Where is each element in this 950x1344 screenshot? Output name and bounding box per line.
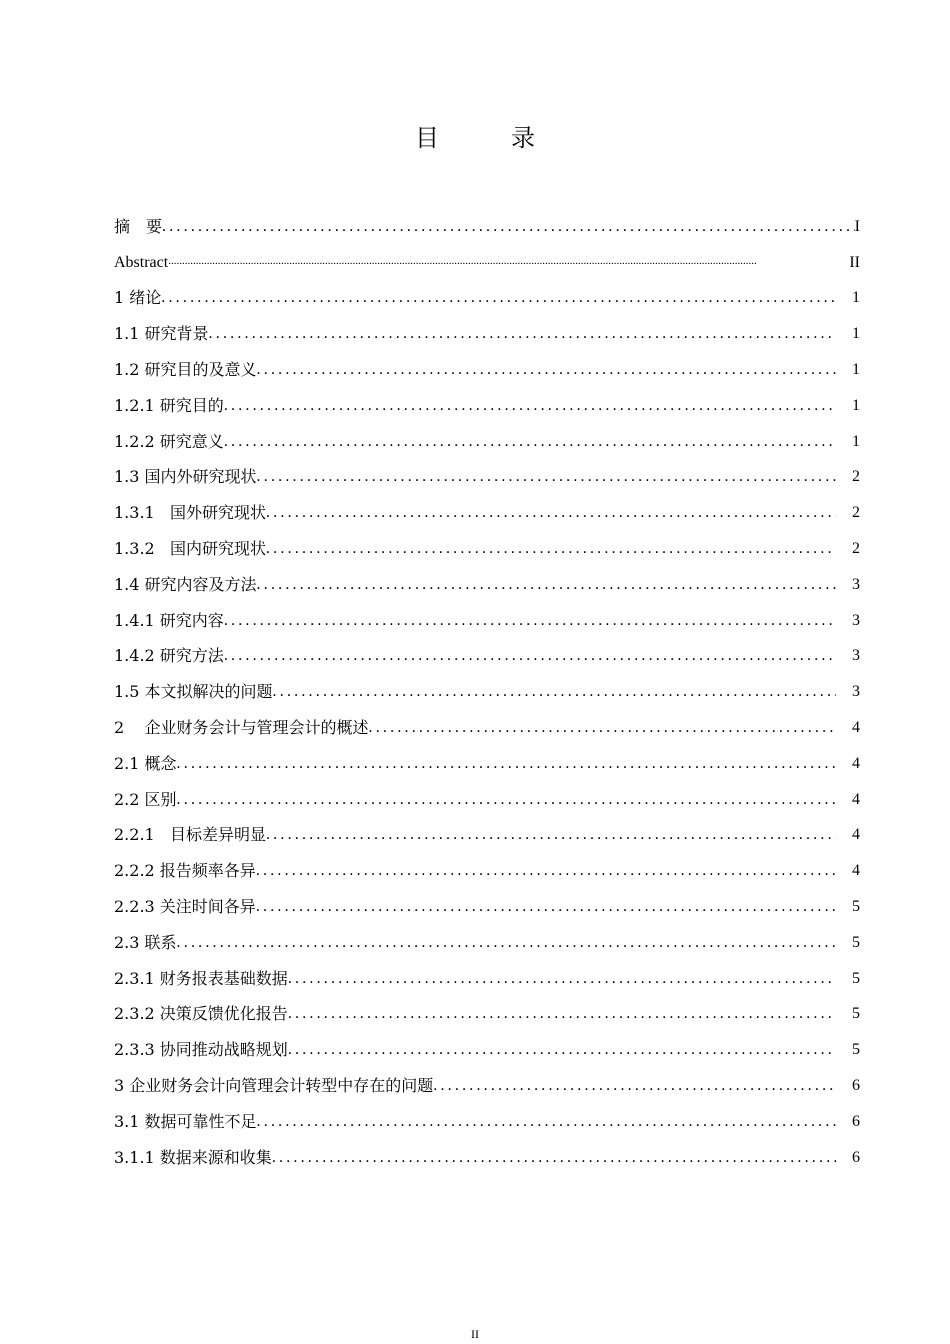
toc-entry-label: 2.2.1 目标差异明显 (114, 825, 266, 845)
toc-entry-page: 5 (852, 1041, 860, 1059)
toc-entry-page: 1 (852, 360, 860, 378)
toc-entry-label: 1.2 研究目的及意义 (114, 359, 257, 379)
toc-entry-label: 2.2.2 报告频率各异 (114, 861, 256, 881)
toc-entry[interactable] (114, 923, 860, 959)
toc-entry-page: 5 (852, 969, 860, 987)
toc-entry-label: 2.3.2 决策反馈优化报告 (114, 1004, 288, 1024)
toc-entry[interactable] (114, 672, 860, 708)
toc-entry[interactable] (114, 637, 860, 673)
toc-entry-label: 2.3.3 协同推动战略规划 (114, 1040, 288, 1060)
toc-entry-page: 1 (852, 325, 860, 343)
dot-leader (162, 217, 855, 243)
toc-entry-label: 2 企业财务会计与管理会计的概述 (114, 717, 369, 737)
toc-entry-label: 摘 要 (114, 216, 163, 236)
toc-entry-label: 1.4.1 研究内容 (114, 610, 224, 630)
toc-entry-label: 1.3.1 国外研究现状 (114, 503, 266, 523)
dot-leader (272, 1148, 836, 1174)
toc-entry-page: 6 (852, 1076, 860, 1094)
toc-entry[interactable] (114, 1066, 860, 1102)
toc-entry-label: 1.4.2 研究方法 (114, 646, 224, 666)
toc-entry-page: 4 (852, 862, 860, 880)
toc-entry[interactable] (114, 601, 860, 637)
toc-entry[interactable] (114, 314, 860, 350)
dot-leader (257, 360, 836, 386)
toc-entry[interactable] (114, 816, 860, 852)
toc-entry-page: 1 (852, 432, 860, 450)
toc-entry-page: I (854, 217, 860, 235)
dot-leader (224, 611, 836, 637)
dot-leader (224, 432, 836, 458)
toc-entry[interactable] (114, 1102, 860, 1138)
toc-entry-page: 1 (852, 396, 860, 414)
toc-entry[interactable] (114, 458, 860, 494)
toc-entry-label: 1.2.1 研究目的 (114, 395, 224, 415)
toc-entry-page: 5 (852, 1005, 860, 1023)
toc-entry-page: 2 (852, 468, 860, 486)
toc-entry[interactable] (114, 744, 860, 780)
toc-entry[interactable] (114, 959, 860, 995)
toc-entry[interactable] (114, 1138, 860, 1174)
dot-leader (168, 251, 849, 279)
dot-leader (209, 324, 836, 350)
dot-leader (257, 1112, 836, 1138)
page-title: 目 录 (415, 124, 559, 152)
toc-entry[interactable] (114, 279, 860, 315)
toc-entry-label: 1.4 研究内容及方法 (114, 574, 257, 594)
toc-entry-label: 1.5 本文拟解决的问题 (114, 682, 273, 702)
toc-entry-label: 2.3.1 财务报表基础数据 (114, 968, 288, 988)
toc-entry-label: 1 绪论 (114, 288, 162, 308)
toc-entry[interactable] (114, 1030, 860, 1066)
dot-leader (256, 861, 836, 887)
toc-entry-page: II (849, 253, 860, 271)
dot-leader (177, 754, 836, 780)
toc-entry[interactable] (114, 851, 860, 887)
dot-leader (257, 467, 836, 493)
toc-entry-label: 2.3 联系 (114, 932, 177, 952)
toc-entry-page: 3 (852, 647, 860, 665)
toc-entry-label: 2.2.3 关注时间各异 (114, 896, 256, 916)
dot-leader (177, 790, 836, 816)
toc-entry-page: 4 (852, 826, 860, 844)
toc-entry-label: 2.1 概念 (114, 753, 177, 773)
toc-entry-page: 4 (852, 790, 860, 808)
toc-entry-page: 4 (852, 754, 860, 772)
toc-entry-label: 1.2.2 研究意义 (114, 431, 224, 451)
toc-entry[interactable] (114, 386, 860, 422)
toc-entry[interactable] (114, 422, 860, 458)
toc-entry[interactable] (114, 565, 860, 601)
toc-entry-page: 1 (852, 289, 860, 307)
dot-leader (256, 897, 836, 923)
toc-entry-label: 1.1 研究背景 (114, 324, 209, 344)
table-of-contents (114, 207, 860, 1174)
toc-entry[interactable] (114, 529, 860, 565)
toc-entry-abstract-en[interactable] (114, 243, 860, 279)
toc-entry-page: 2 (852, 504, 860, 522)
dot-leader (266, 539, 836, 565)
dot-leader (288, 1040, 836, 1066)
toc-entry[interactable] (114, 887, 860, 923)
toc-entry-label: Abstract (114, 253, 169, 271)
toc-entry-label: 3 企业财务会计向管理会计转型中存在的问题 (114, 1075, 434, 1095)
dot-leader (266, 503, 836, 529)
dot-leader (288, 1004, 836, 1030)
dot-leader (288, 969, 836, 995)
toc-entry-label: 1.3 国内外研究现状 (114, 467, 257, 487)
toc-entry[interactable] (114, 350, 860, 386)
toc-entry[interactable] (114, 493, 860, 529)
toc-entry-page: 3 (852, 575, 860, 593)
toc-entry-label: 2.2 区别 (114, 789, 177, 809)
toc-entry-abstract-cn[interactable] (114, 207, 860, 243)
toc-entry-page: 3 (852, 611, 860, 629)
toc-entry-page: 3 (852, 683, 860, 701)
footer-page-number: II (471, 1327, 479, 1341)
dot-leader (224, 646, 836, 672)
dot-leader (224, 396, 836, 422)
toc-entry[interactable] (114, 708, 860, 744)
dot-leader (369, 718, 836, 744)
toc-entry-page: 2 (852, 539, 860, 557)
toc-entry[interactable] (114, 780, 860, 816)
dot-leader (266, 825, 836, 851)
toc-entry-page: 5 (852, 933, 860, 951)
toc-entry-page: 4 (852, 718, 860, 736)
toc-entry-page: 5 (852, 897, 860, 915)
dot-leader (433, 1076, 836, 1102)
toc-entry[interactable] (114, 995, 860, 1031)
dot-leader (161, 288, 836, 314)
toc-entry-label: 1.3.2 国内研究现状 (114, 538, 266, 558)
toc-entry-label: 3.1.1 数据来源和收集 (114, 1147, 272, 1167)
toc-entry-page: 6 (852, 1112, 860, 1130)
dot-leader (273, 682, 836, 708)
toc-entry-label: 3.1 数据可靠性不足 (114, 1111, 257, 1131)
toc-entry-page: 6 (852, 1148, 860, 1166)
dot-leader (177, 933, 836, 959)
dot-leader (257, 575, 836, 601)
